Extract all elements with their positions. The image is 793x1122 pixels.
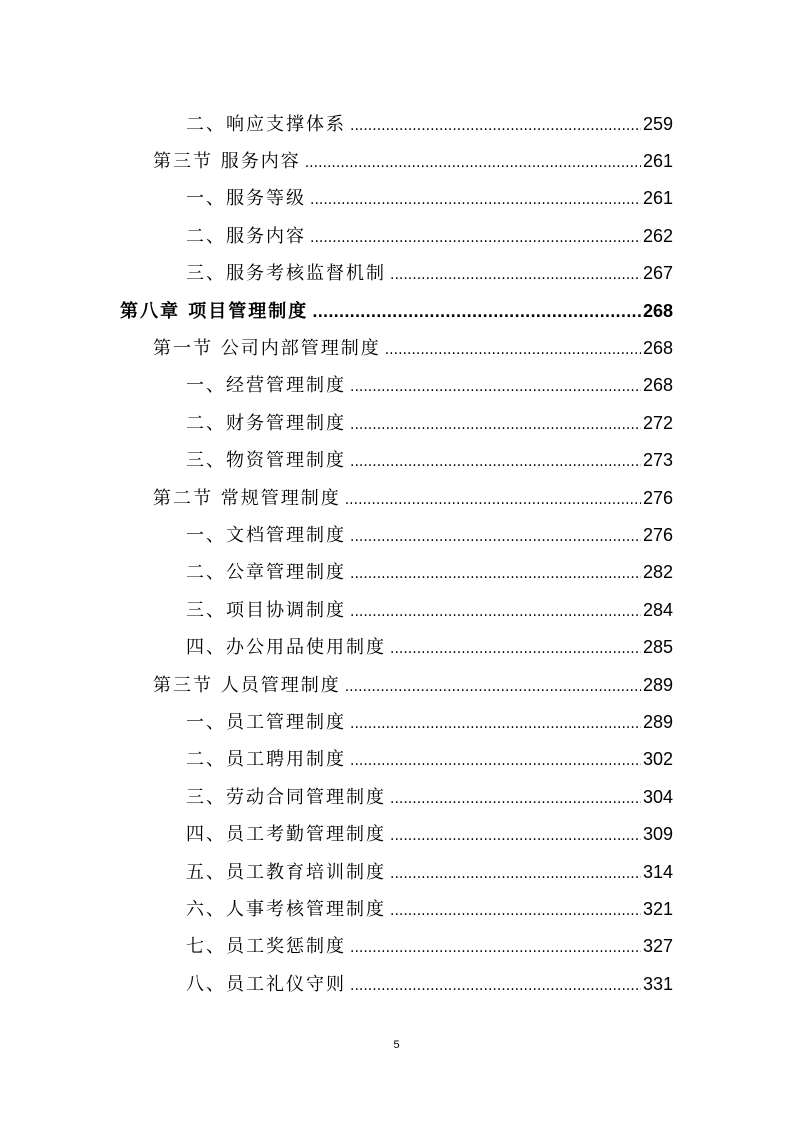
toc-entry-title: 一、文档管理制度 bbox=[186, 524, 346, 546]
dot-leader bbox=[390, 641, 641, 657]
toc-entry-title: 二、响应支撑体系 bbox=[186, 113, 346, 135]
table-of-contents bbox=[0, 104, 793, 1001]
toc-entry[interactable] bbox=[0, 927, 793, 964]
toc-entry-title: 二、财务管理制度 bbox=[186, 412, 346, 434]
toc-entry-page: 304 bbox=[642, 786, 673, 807]
dot-leader bbox=[350, 529, 641, 545]
dot-leader bbox=[350, 379, 641, 395]
dot-leader bbox=[310, 192, 641, 208]
toc-entry[interactable] bbox=[0, 478, 793, 515]
dot-leader bbox=[312, 305, 641, 321]
toc-entry-page: 276 bbox=[642, 524, 673, 545]
toc-entry-title: 第一节 公司内部管理制度 bbox=[153, 338, 381, 360]
toc-entry-page: 262 bbox=[642, 225, 673, 246]
toc-entry-page: 273 bbox=[642, 450, 673, 471]
toc-entry-page: 285 bbox=[642, 637, 673, 658]
toc-entry[interactable] bbox=[0, 403, 793, 440]
toc-entry-page: 259 bbox=[642, 113, 673, 134]
toc-entry-page: 268 bbox=[642, 338, 673, 359]
toc-entry-title: 三、物资管理制度 bbox=[186, 450, 346, 472]
toc-entry[interactable] bbox=[0, 889, 793, 926]
toc-entry-title: 二、服务内容 bbox=[186, 225, 306, 247]
dot-leader bbox=[350, 417, 641, 433]
toc-entry[interactable] bbox=[0, 702, 793, 739]
toc-entry[interactable] bbox=[0, 553, 793, 590]
toc-entry-title: 第三节 人员管理制度 bbox=[153, 674, 341, 696]
toc-entry[interactable] bbox=[0, 740, 793, 777]
toc-entry-page: 321 bbox=[642, 898, 673, 919]
toc-entry-title: 一、经营管理制度 bbox=[186, 375, 346, 397]
toc-entry-page: 267 bbox=[642, 263, 673, 284]
dot-leader bbox=[350, 566, 641, 582]
toc-entry[interactable] bbox=[0, 216, 793, 253]
toc-entry[interactable] bbox=[0, 366, 793, 403]
toc-entry-page: 268 bbox=[642, 300, 673, 321]
toc-entry-page: 289 bbox=[642, 674, 673, 695]
toc-entry[interactable] bbox=[0, 104, 793, 141]
toc-entry-title: 二、公章管理制度 bbox=[186, 562, 346, 584]
toc-entry-title: 五、员工教育培训制度 bbox=[186, 861, 386, 883]
toc-entry-page: 302 bbox=[642, 749, 673, 770]
dot-leader bbox=[350, 940, 641, 956]
toc-entry-title: 四、员工考勤管理制度 bbox=[186, 824, 386, 846]
toc-entry-page: 327 bbox=[642, 936, 673, 957]
dot-leader bbox=[350, 753, 641, 769]
dot-leader bbox=[350, 454, 641, 470]
toc-entry-title: 六、人事考核管理制度 bbox=[186, 898, 386, 920]
dot-leader bbox=[310, 230, 641, 246]
toc-entry-page: 284 bbox=[642, 599, 673, 620]
toc-entry-title: 第八章 项目管理制度 bbox=[120, 300, 309, 322]
toc-entry-title: 三、项目协调制度 bbox=[186, 599, 346, 621]
toc-entry[interactable] bbox=[0, 179, 793, 216]
toc-entry-page: 261 bbox=[642, 151, 673, 172]
dot-leader bbox=[350, 716, 641, 732]
dot-leader bbox=[350, 978, 641, 994]
toc-entry-page: 272 bbox=[642, 412, 673, 433]
toc-entry[interactable] bbox=[0, 777, 793, 814]
toc-entry[interactable] bbox=[0, 141, 793, 178]
dot-leader bbox=[385, 342, 641, 358]
toc-entry[interactable] bbox=[0, 814, 793, 851]
toc-entry-title: 第三节 服务内容 bbox=[153, 151, 301, 173]
dot-leader bbox=[305, 155, 641, 171]
toc-chapter-entry[interactable] bbox=[0, 291, 793, 328]
toc-entry-page: 276 bbox=[642, 487, 673, 508]
dot-leader bbox=[390, 828, 641, 844]
dot-leader bbox=[390, 791, 641, 807]
toc-entry[interactable] bbox=[0, 627, 793, 664]
toc-entry-title: 三、服务考核监督机制 bbox=[186, 263, 386, 285]
toc-entry[interactable] bbox=[0, 665, 793, 702]
toc-entry-title: 一、员工管理制度 bbox=[186, 711, 346, 733]
toc-entry-title: 三、劳动合同管理制度 bbox=[186, 786, 386, 808]
toc-entry-page: 261 bbox=[642, 188, 673, 209]
toc-entry-page: 309 bbox=[642, 824, 673, 845]
toc-entry-page: 289 bbox=[642, 711, 673, 732]
toc-entry-page: 268 bbox=[642, 375, 673, 396]
dot-leader bbox=[345, 679, 641, 695]
dot-leader bbox=[390, 903, 641, 919]
toc-entry[interactable] bbox=[0, 515, 793, 552]
toc-entry-title: 四、办公用品使用制度 bbox=[186, 637, 386, 659]
page-number: 5 bbox=[393, 1039, 400, 1051]
toc-entry[interactable] bbox=[0, 441, 793, 478]
toc-entry-page: 282 bbox=[642, 562, 673, 583]
toc-entry-title: 七、员工奖惩制度 bbox=[186, 936, 346, 958]
dot-leader bbox=[390, 267, 641, 283]
toc-entry-title: 第二节 常规管理制度 bbox=[153, 487, 341, 509]
toc-entry-title: 一、服务等级 bbox=[186, 188, 306, 210]
toc-entry[interactable] bbox=[0, 328, 793, 365]
toc-entry-page: 314 bbox=[642, 861, 673, 882]
toc-entry-title: 二、员工聘用制度 bbox=[186, 749, 346, 771]
toc-entry-title: 八、员工礼仪守则 bbox=[186, 973, 346, 995]
toc-entry[interactable] bbox=[0, 852, 793, 889]
dot-leader bbox=[350, 604, 641, 620]
dot-leader bbox=[345, 492, 641, 508]
dot-leader bbox=[350, 118, 641, 134]
toc-entry[interactable] bbox=[0, 590, 793, 627]
dot-leader bbox=[390, 866, 641, 882]
toc-entry[interactable] bbox=[0, 964, 793, 1001]
toc-entry[interactable] bbox=[0, 254, 793, 291]
toc-entry-page: 331 bbox=[642, 973, 673, 994]
